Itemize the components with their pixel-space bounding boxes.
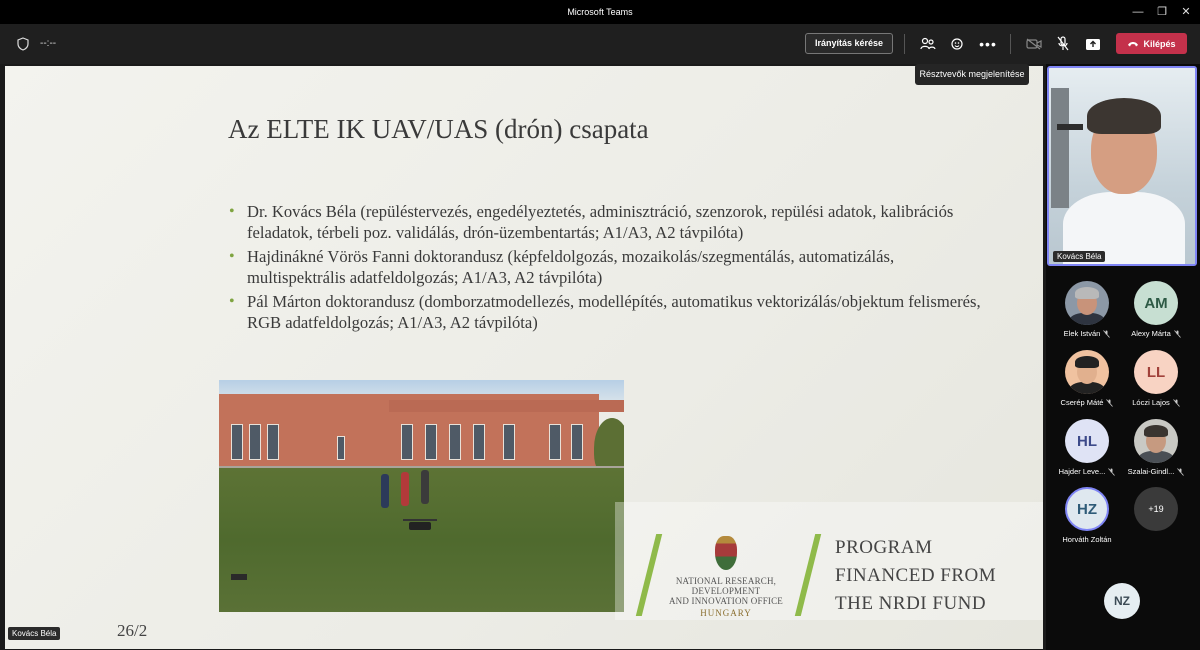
participant-name: Szalai-Gindl...	[1127, 467, 1175, 476]
photo-object	[231, 574, 247, 580]
slide-bullet	[227, 292, 987, 333]
drone-icon	[409, 522, 431, 530]
nrdi-country: HUNGARY	[700, 608, 752, 618]
participant-name: Lóczi Lajos	[1132, 398, 1170, 407]
participant-tile[interactable]	[1120, 350, 1192, 407]
leave-label: Kilépés	[1143, 38, 1176, 49]
minimize-icon[interactable]: —	[1132, 6, 1144, 18]
avatar	[1134, 419, 1178, 463]
avatar	[1065, 281, 1109, 325]
slide-title: Az ELTE IK UAV/UAS (drón) csapata	[228, 114, 649, 144]
building-window	[473, 424, 485, 460]
camera-off-icon[interactable]	[1022, 32, 1046, 56]
speaker-name-tag: Kovács Béla	[1053, 251, 1105, 262]
team-photo	[219, 380, 624, 612]
photo-building	[219, 394, 599, 468]
building-window	[267, 424, 279, 460]
video-drone	[1057, 124, 1083, 130]
avatar: AM	[1134, 281, 1178, 325]
participant-name: Horváth Zoltán	[1062, 535, 1112, 544]
leave-button[interactable]	[1116, 33, 1187, 54]
slide-bullet-list	[227, 202, 987, 337]
building-window	[571, 424, 583, 460]
building-window	[231, 424, 243, 460]
bullet-dot-icon: •	[229, 203, 235, 220]
mic-off-icon	[1106, 399, 1113, 407]
avatar-photo-hair	[1144, 425, 1168, 437]
shared-content-stage	[0, 64, 1046, 650]
participants-tooltip: Résztvevők megjelenítése	[915, 64, 1029, 85]
participant-tile[interactable]	[1051, 350, 1123, 407]
participant-name: Alexy Márta	[1131, 329, 1171, 338]
avatar: LL	[1134, 350, 1178, 394]
participant-name-row	[1120, 398, 1192, 407]
window-title: Microsoft Teams	[567, 7, 633, 17]
participant-tile[interactable]	[1120, 281, 1192, 338]
mic-off-icon	[1173, 399, 1180, 407]
program-line-1: PROGRAM	[835, 537, 933, 558]
photo-person	[381, 474, 389, 508]
participant-name-row	[1120, 467, 1192, 476]
reactions-icon[interactable]	[946, 32, 970, 56]
participant-name-row	[1051, 329, 1123, 338]
mic-off-icon	[1108, 468, 1115, 476]
bullet-text: Dr. Kovács Béla (repüléstervezés, engedélyeztetés, adminisztráció, szenzorok, repülési adatok, kalibrációs feladatok, térbeli poz. validálás, drón-üzembentartás; A1/A3, A2 távpilóta)	[247, 202, 954, 242]
presenter-name-tag: Kovács Béla	[8, 627, 60, 640]
share-screen-icon[interactable]	[1081, 32, 1105, 56]
slide-bullet	[227, 202, 987, 243]
toolbar-divider	[904, 34, 905, 54]
more-options-icon[interactable]: •••	[979, 36, 997, 52]
participant-name: Hajder Leve...	[1058, 467, 1106, 476]
avatar: NZ	[1104, 583, 1140, 619]
avatar-photo-hair	[1075, 356, 1099, 368]
mic-off-icon	[1174, 330, 1181, 338]
mic-off-icon[interactable]	[1051, 32, 1075, 56]
shield-icon	[16, 37, 30, 51]
nrdi-line-2: AND INNOVATION OFFICE	[668, 596, 784, 606]
participant-name-row	[1051, 535, 1123, 544]
title-bar	[0, 0, 1200, 24]
participant-name-row	[1051, 467, 1123, 476]
avatar-photo-hair	[1075, 287, 1099, 299]
participant-tile[interactable]	[1051, 281, 1123, 338]
avatar	[1065, 350, 1109, 394]
request-control-button[interactable]: Irányítás kérése	[805, 33, 893, 54]
video-window-frame	[1051, 88, 1069, 208]
slide-page-number: 26/2	[117, 621, 148, 640]
restore-icon[interactable]: ❐	[1157, 6, 1167, 18]
more-participants-count: +19	[1134, 487, 1178, 531]
building-window	[401, 424, 413, 460]
mic-off-icon	[1177, 468, 1184, 476]
building-door	[337, 436, 345, 460]
participant-name: Cserép Máté	[1060, 398, 1104, 407]
bullet-dot-icon: •	[229, 293, 235, 310]
photo-person	[401, 472, 409, 506]
slide-bullet	[227, 247, 987, 288]
bullet-text: Hajdinákné Vörös Fanni doktorandusz (képfeldolgozás, mozaikolás/szegmentálás, automatizálás, multispektrális adatfeldolgozás; A1/A3, A2 távpilóta)	[247, 247, 895, 287]
people-icon[interactable]	[916, 32, 940, 56]
participant-tile[interactable]	[1051, 487, 1123, 544]
avatar: HL	[1065, 419, 1109, 463]
more-participants-button[interactable]	[1120, 487, 1192, 531]
presentation-slide	[5, 66, 1043, 649]
building-window	[449, 424, 461, 460]
participant-name-row	[1051, 398, 1123, 407]
nrdi-line-1: NATIONAL RESEARCH, DEVELOPMENT	[675, 576, 777, 596]
meeting-toolbar	[0, 24, 1200, 64]
close-icon[interactable]: ✕	[1181, 6, 1191, 18]
building-window	[425, 424, 437, 460]
photo-person	[421, 470, 429, 504]
nrdi-office-logo	[657, 536, 795, 618]
hungarian-crest-icon	[715, 536, 737, 570]
building-windows	[219, 424, 599, 468]
program-line-2: FINANCED FROM	[835, 565, 997, 586]
speaker-video-tile[interactable]	[1047, 66, 1197, 266]
mic-off-icon	[1103, 330, 1110, 338]
building-window	[503, 424, 515, 460]
participant-name: Elek István	[1063, 329, 1101, 338]
program-line-3: THE NRDI FUND	[835, 593, 987, 614]
participant-tile[interactable]	[1086, 583, 1158, 619]
toolbar-divider	[1010, 34, 1011, 54]
program-funding-text	[835, 534, 996, 618]
participant-name-row	[1120, 329, 1192, 338]
building-upper-floor	[389, 400, 624, 412]
speaker-hair	[1087, 98, 1161, 134]
building-window	[249, 424, 261, 460]
meeting-timer: --:--	[40, 38, 57, 49]
bullet-text: Pál Márton doktorandusz (domborzatmodellezés, modellépítés, automatikus vektorizálás/objektum felismerés, RGB adatfeldolgozás; A1/A3, A2 távpilóta)	[247, 292, 981, 332]
building-window	[549, 424, 561, 460]
photo-lawn	[219, 468, 624, 612]
participant-tile[interactable]	[1120, 419, 1192, 476]
avatar: HZ	[1065, 487, 1109, 531]
bullet-dot-icon: •	[229, 248, 235, 265]
phone-hangup-icon	[1127, 40, 1139, 48]
participant-tile[interactable]	[1051, 419, 1123, 476]
